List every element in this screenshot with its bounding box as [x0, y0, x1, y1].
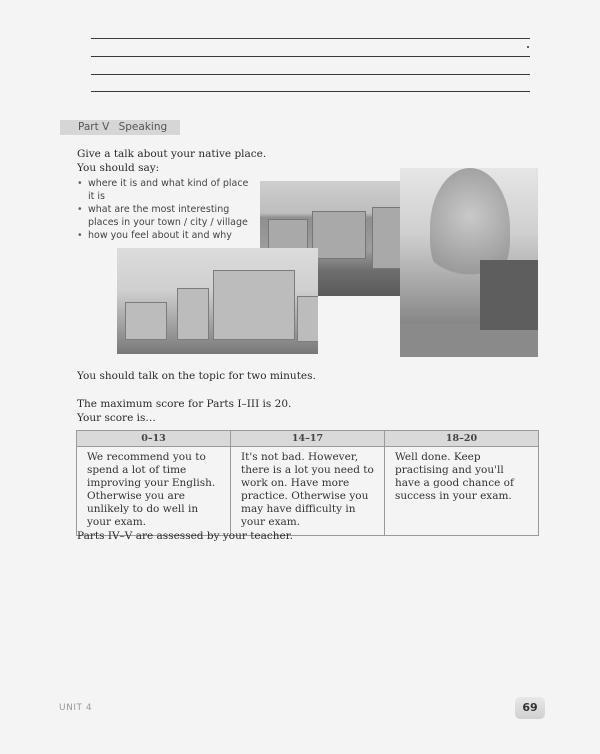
time-note: You should talk on the topic for two minutes. — [77, 370, 316, 382]
max-score-note: The maximum score for Parts I–III is 20. — [77, 398, 292, 410]
bullet-item: • how you feel about it and why — [77, 229, 252, 242]
score-feedback-cell: We recommend you to spend a lot of time improving your English. Otherwise you are unlikely to do well in your exam. — [77, 447, 231, 536]
answer-line — [91, 56, 530, 57]
answer-line — [91, 38, 530, 39]
task-prompt: Give a talk about your native place. — [77, 148, 267, 160]
village-birch-photo — [400, 168, 538, 357]
score-feedback-cell: Well done. Keep practising and you'll have a good chance of success in your exam. — [385, 447, 539, 536]
part-number: Part V — [78, 121, 110, 133]
bullet-item: • where it is and what kind of place it is — [77, 177, 252, 203]
ink-dot — [527, 46, 529, 48]
score-range-header: 0–13 — [77, 431, 231, 447]
score-range-header: 14–17 — [231, 431, 385, 447]
page-number: 69 — [515, 697, 545, 719]
should-say: You should say: — [77, 162, 160, 174]
score-table — [76, 430, 539, 536]
unit-label: UNIT 4 — [59, 703, 93, 713]
bullet-list — [77, 177, 252, 242]
score-range-header: 18–20 — [385, 431, 539, 447]
city-street-photo — [117, 248, 318, 354]
bullet-item: • what are the most interesting places in your town / city / village — [77, 203, 252, 229]
your-score-label: Your score is… — [77, 412, 156, 424]
part-title: Speaking — [118, 121, 168, 133]
part-banner — [60, 120, 180, 135]
answer-line — [91, 74, 530, 75]
score-feedback-cell: It's not bad. However, there is a lot you need to work on. Have more practice. Otherwise you may have difficulty in your exam. — [231, 447, 385, 536]
assessed-note: Parts IV–V are assessed by your teacher. — [77, 530, 293, 542]
answer-line — [91, 91, 530, 92]
